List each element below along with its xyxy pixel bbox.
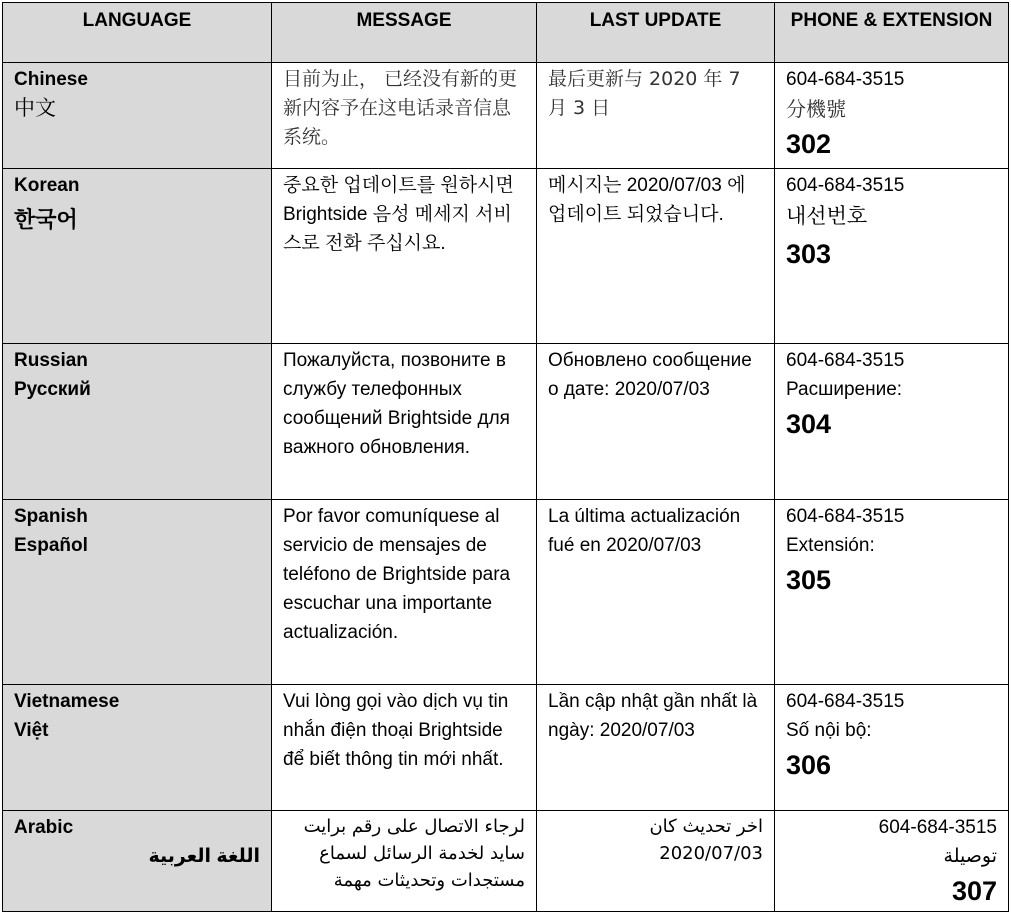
message-cell: Por favor comuníquese al servicio de mensajes de teléfono de Brightside para escuchar una importante actualización. — [272, 500, 537, 685]
phone-cell — [775, 685, 1009, 811]
language-english: Korean — [14, 175, 80, 196]
language-native: Русский — [14, 379, 91, 400]
header-last-update: LAST UPDATE — [537, 3, 775, 63]
extension-number: 306 — [786, 750, 832, 780]
extension-number: 303 — [786, 239, 832, 269]
last-update-cell: Обновлено сообщение о дате: 2020/07/03 — [537, 344, 775, 500]
language-english: Russian — [14, 350, 88, 371]
extension-label: Số nội bộ: — [786, 720, 872, 741]
language-native: 한국어 — [14, 207, 78, 232]
extension-number: 302 — [786, 129, 832, 159]
language-cell — [3, 63, 272, 169]
table-row-chinese — [3, 63, 1009, 169]
phone-number: 604-684-3515 — [786, 175, 905, 196]
last-update-cell: اخر تحديث كان 2020/07/03 — [537, 811, 775, 912]
extension-number: 304 — [786, 409, 832, 439]
message-cell: Пожалуйста, позвоните в службу телефонных сообщений Brightside для важного обновления. — [272, 344, 537, 500]
language-native: 中文 — [14, 97, 56, 120]
last-update-cell: Lần cập nhật gần nhất là ngày: 2020/07/03 — [537, 685, 775, 811]
phone-cell — [775, 344, 1009, 500]
language-english: Chinese — [14, 69, 88, 90]
table-row-russian — [3, 344, 1009, 500]
header-phone-extension: PHONE & EXTENSION — [775, 3, 1009, 63]
phone-number: 604-684-3515 — [786, 691, 905, 712]
language-native: اللغة العربية — [148, 846, 260, 867]
phone-number: 604-684-3515 — [786, 506, 905, 527]
language-messages-table — [2, 2, 1009, 912]
header-language: LANGUAGE — [3, 3, 272, 63]
language-native: Español — [14, 535, 88, 556]
phone-number: 604-684-3515 — [786, 69, 905, 90]
extension-label: 分機號 — [786, 97, 846, 121]
table-row-korean — [3, 169, 1009, 344]
header-row — [3, 3, 1009, 63]
extension-label: Extensión: — [786, 535, 875, 556]
extension-number: 307 — [951, 876, 997, 906]
language-english: Spanish — [14, 506, 88, 527]
table-row-arabic — [3, 811, 1009, 912]
phone-cell — [775, 169, 1009, 344]
phone-cell — [775, 811, 1009, 912]
language-cell — [3, 500, 272, 685]
language-cell — [3, 344, 272, 500]
last-update-cell: La última actualización fué en 2020/07/03 — [537, 500, 775, 685]
language-english: Vietnamese — [14, 691, 120, 712]
extension-label: Расширение: — [786, 379, 903, 400]
language-native: Việt — [14, 720, 49, 741]
language-english: Arabic — [14, 817, 74, 838]
language-cell — [3, 811, 272, 912]
message-cell: Vui lòng gọi vào dịch vụ tin nhắn điện thoại Brightside để biết thông tin mới nhất. — [272, 685, 537, 811]
phone-number: 604-684-3515 — [786, 350, 905, 371]
phone-number: 604-684-3515 — [878, 817, 997, 838]
extension-number: 305 — [786, 565, 832, 595]
phone-cell — [775, 500, 1009, 685]
last-update-cell: 메시지는 2020/07/03 에 업데이트 되었습니다. — [537, 169, 775, 344]
language-cell — [3, 685, 272, 811]
message-cell: 目前为止， 已经没有新的更新内容予在这电话录音信息系统。 — [272, 63, 537, 169]
language-cell — [3, 169, 272, 344]
message-cell: لرجاء الاتصال على رقم برايت ساید لخدمة الرسائل لسماع مستجدات وتحديثات مهمة — [272, 811, 537, 912]
last-update-cell: 最后更新与 2020 年 7 月 3 日 — [537, 63, 775, 169]
header-message: MESSAGE — [272, 3, 537, 63]
table-row-spanish — [3, 500, 1009, 685]
extension-label: 내선번호 — [786, 205, 868, 228]
phone-cell — [775, 63, 1009, 169]
message-cell: 중요한 업데이트를 원하시면 Brightside 음성 메세지 서비스로 전화 주십시요. — [272, 169, 537, 344]
extension-label: توصيلة — [943, 845, 997, 867]
table-row-vietnamese — [3, 685, 1009, 811]
